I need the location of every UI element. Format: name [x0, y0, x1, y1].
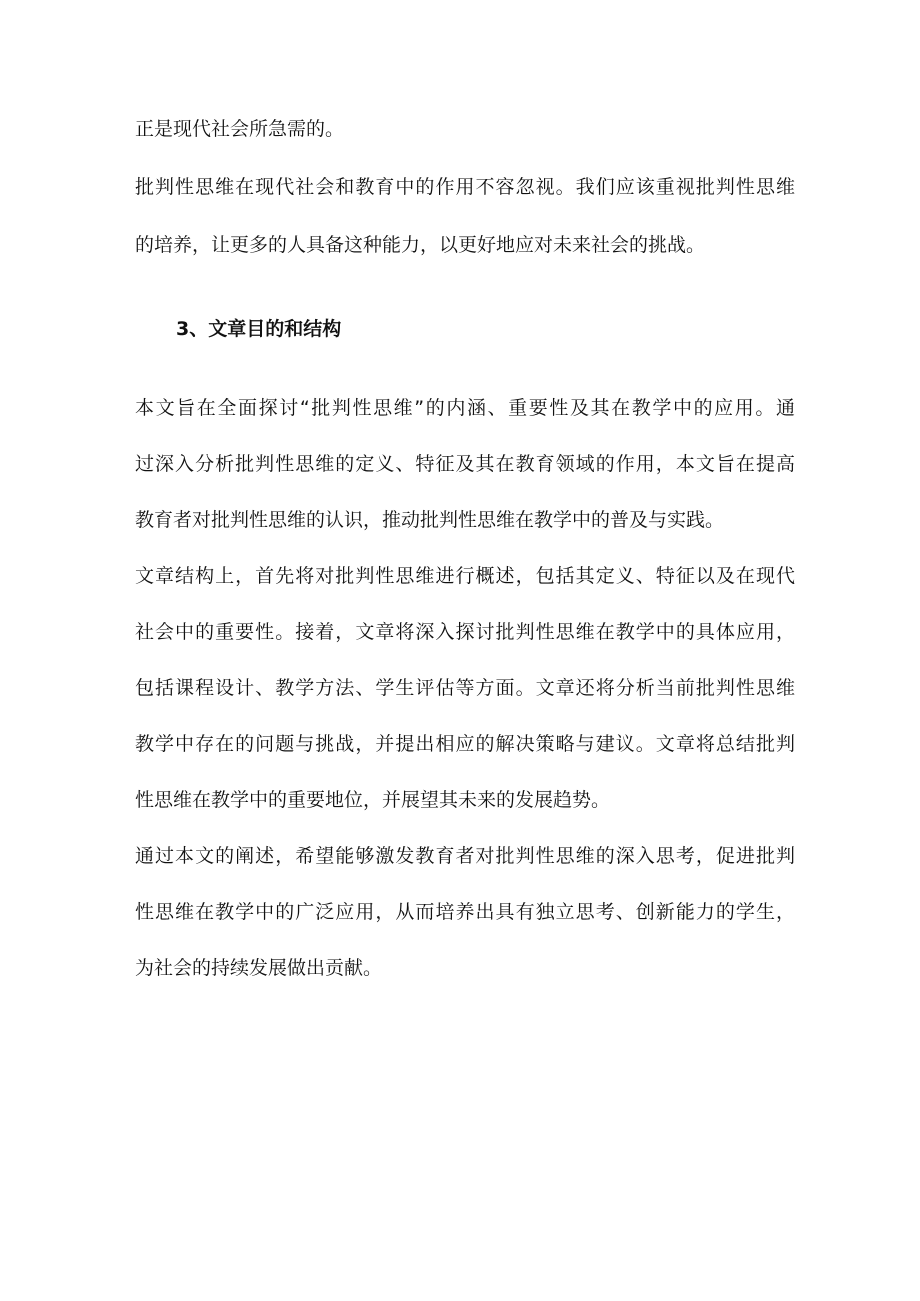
paragraph-line: 包括课程设计、教学方法、学生评估等方面。文章还将分析当前批判性思维 — [135, 677, 795, 699]
paragraph-line: 文章结构上，首先将对批判性思维进行概述，包括其定义、特征以及在现代 — [135, 565, 795, 587]
section-heading: 3、文章目的和结构 — [176, 318, 342, 340]
paragraph-line: 批判性思维在现代社会和教育中的作用不容忽视。我们应该重视批判性思维 — [135, 176, 795, 198]
paragraph-line: 过深入分析批判性思维的定义、特征及其在教育领域的作用，本文旨在提高 — [135, 453, 795, 475]
paragraph-line: 的培养，让更多的人具备这种能力，以更好地应对未来社会的挑战。 — [135, 234, 706, 256]
paragraph-line: 社会中的重要性。接着，文章将深入探讨批判性思维在教学中的具体应用， — [135, 621, 795, 643]
paragraph-line: 性思维在教学中的广泛应用，从而培养出具有独立思考、创新能力的学生， — [135, 901, 795, 923]
paragraph-line: 通过本文的阐述，希望能够激发教育者对批判性思维的深入思考，促进批判 — [135, 845, 795, 867]
paragraph-line: 本文旨在全面探讨“批判性思维”的内涵、重要性及其在教学中的应用。通 — [135, 397, 795, 419]
paragraph-line: 为社会的持续发展做出贡献。 — [135, 957, 383, 979]
paragraph-line: 正是现代社会所急需的。 — [135, 118, 345, 140]
paragraph-line: 性思维在教学中的重要地位，并展望其未来的发展趋势。 — [135, 789, 611, 811]
paragraph-line: 教学中存在的问题与挑战，并提出相应的解决策略与建议。文章将总结批判 — [135, 733, 795, 755]
paragraph-line: 教育者对批判性思维的认识，推动批判性思维在教学中的普及与实践。 — [135, 509, 725, 531]
